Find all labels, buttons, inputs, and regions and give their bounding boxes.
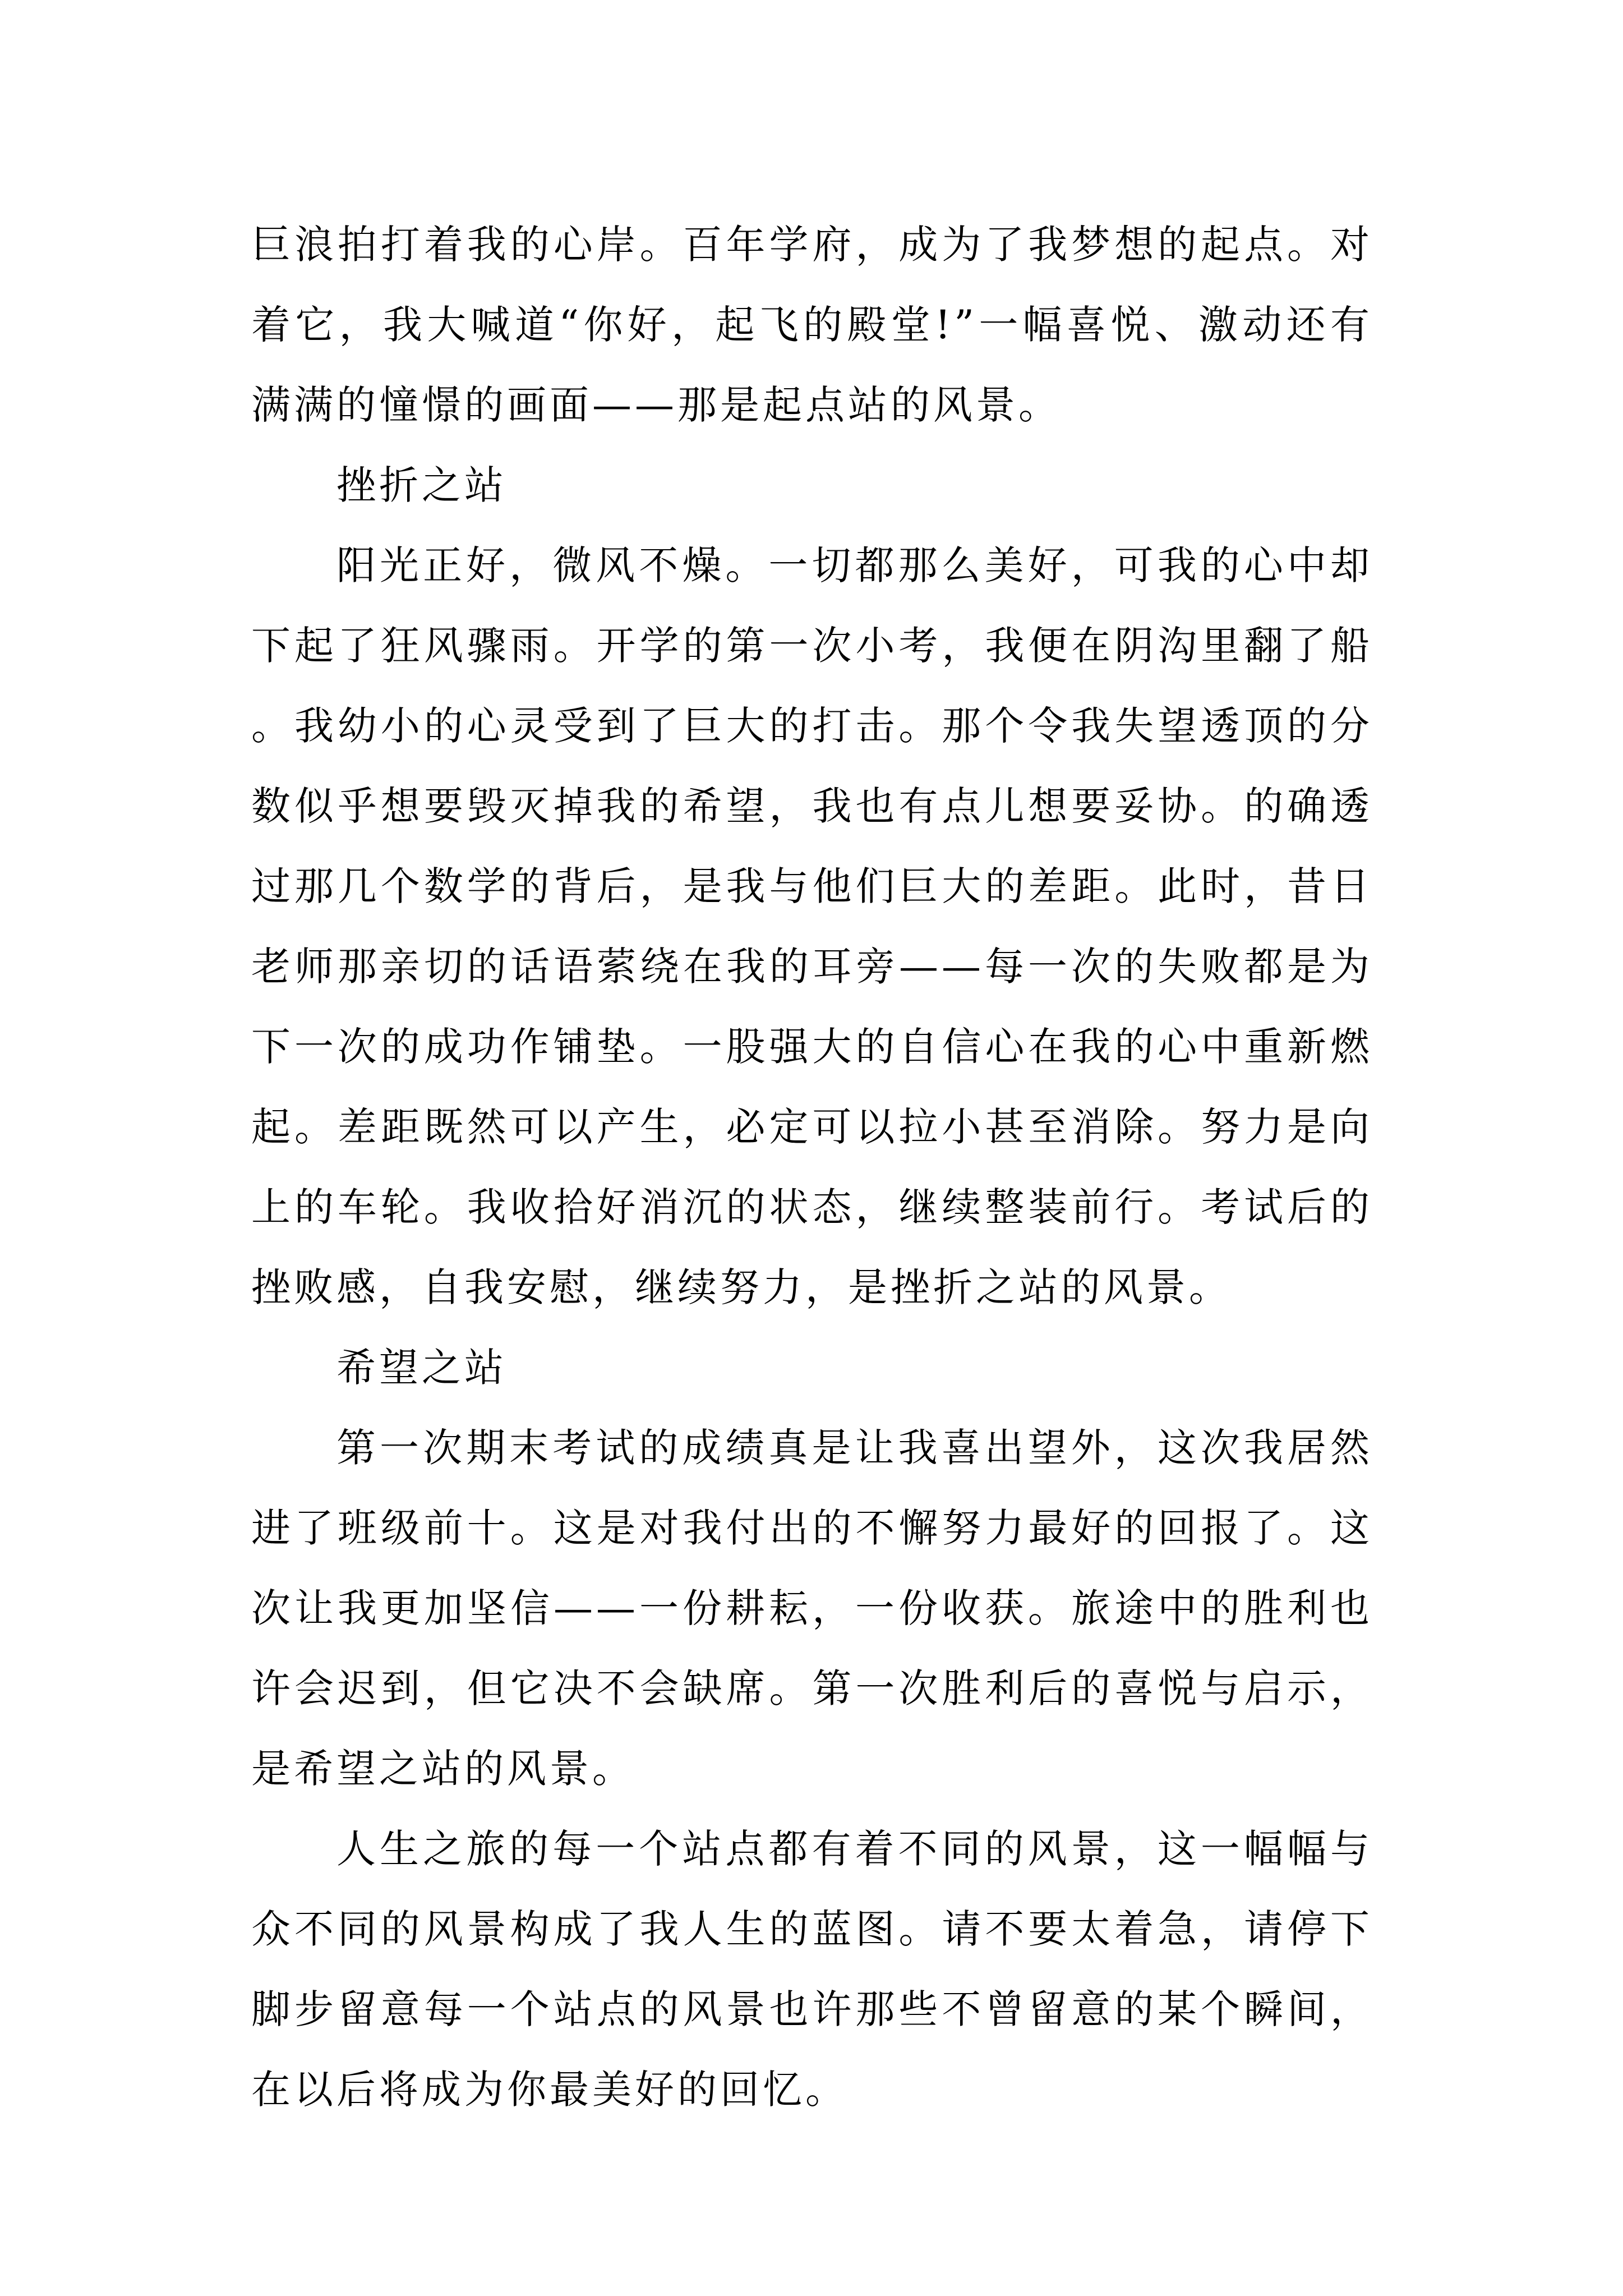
- paragraph-continued: 巨浪拍打着我的心岸。百年学府，成为了我梦想的起点。对着它，我大喊道“你好，起飞的殿堂!”一幅喜悦、激动还有满满的憧憬的画面——那是起点站的风景。: [251, 222, 1373, 428]
- essay-body: [251, 205, 1373, 2130]
- paragraph-hope: 第一次期末考试的成绩真是让我喜出望外，这次我居然进了班级前十。这是对我付出的不懈努力最好的回报了。这次让我更加坚信——一份耕耘，一份收获。旅途中的胜利也许会迟到，但它决不会缺席。第一次胜利后的喜悦与启示，是希望之站的风景。: [251, 1425, 1373, 1792]
- section-heading-hope: 希望之站: [336, 1345, 507, 1391]
- section-heading-setback: 挫折之站: [336, 462, 507, 508]
- paragraph-setback: 阳光正好，微风不燥。一切都那么美好，可我的心中却下起了狂风骤雨。开学的第一次小考，我便在阴沟里翻了船。我幼小的心灵受到了巨大的打击。那个令我失望透顶的分数似乎想要毁灭掉我的希望，我也有点儿想要妥协。的确透过那几个数学的背后，是我与他们巨大的差距。此时，昔日老师那亲切的话语萦绕在我的耳旁——每一次的失败都是为下一次的成功作铺垫。一股强大的自信心在我的心中重新燃起。差距既然可以产生，必定可以拉小甚至消除。努力是向上的车轮。我收拾好消沉的状态，继续整装前行。考试后的挫败感，自我安慰，继续努力，是挫折之站的风景。: [251, 542, 1373, 1310]
- paragraph-conclusion: 人生之旅的每一个站点都有着不同的风景，这一幅幅与众不同的风景构成了我人生的蓝图。请不要太着急，请停下脚步留意每一个站点的风景也许那些不曾留意的某个瞬间，在以后将成为你最美好的回忆。: [251, 1826, 1373, 2113]
